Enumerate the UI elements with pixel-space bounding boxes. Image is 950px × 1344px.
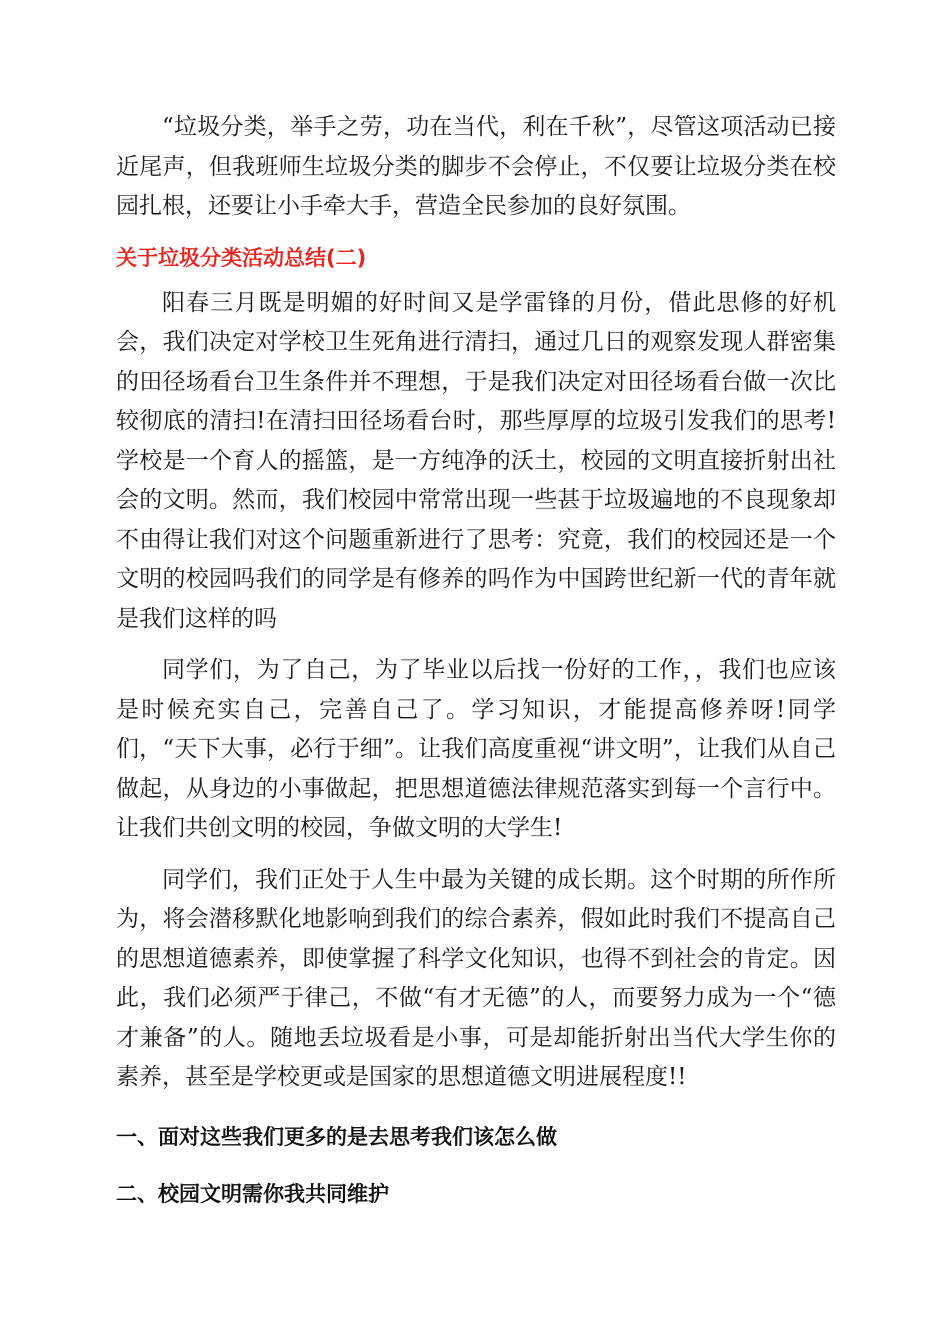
body-paragraph: 同学们，为了自己，为了毕业以后找一份好的工作，，我们也应该是时候充实自己，完善自己了。学习知识，才能提高修养呀!同学们，“天下大事，必行于细”。让我们高度重视“讲文明”，让我们从自己做起，从身边的小事做起，把思想道德法律规范落实到每一个言行中。让我们共创文明的校园，争做文明的大学生! — [116, 657, 836, 841]
section-title: 关于垃圾分类活动总结(二) — [116, 245, 367, 270]
body-paragraph: 同学们，我们正处于人生中最为关键的成长期。这个时期的所作所为，将会潜移默化地影响到我们的综合素养，假如此时我们不提高自己的思想道德素养，即使掌握了科学文化知识，也得不到社会的肯定。因此，我们必须严于律己，不做“有才无德”的人，而要努力成为一个“德才兼备”的人。随地丢垃圾看是小事，可是却能折射出当代大学生你的素养，甚至是学校更或是国家的思想道德文明进展程度!! — [116, 866, 836, 1090]
heading-2: 二、校园文明需你我共同维护 — [116, 1181, 389, 1206]
heading-1: 一、面对这些我们更多的是去思考我们该怎么做 — [116, 1124, 557, 1149]
document-body — [116, 108, 836, 1214]
body-paragraph: 阳春三月既是明媚的好时间又是学雷锋的月份，借此思修的好机会，我们决定对学校卫生死角进行清扫，通过几日的观察发现人群密集的田径场看台卫生条件并不理想，于是我们决定对田径场看台做一次比较彻底的清扫!在清扫田径场看台时，那些厚厚的垃圾引发我们的思考!学校是一个育人的摇篮，是一方纯净的沃土，校园的文明直接折射出社会的文明。然而，我们校园中常常出现一些甚于垃圾遍地的不良现象却不由得让我们对这个问题重新进行了思考：究竟，我们的校园还是一个文明的校园吗我们的同学是有修养的吗作为中国跨世纪新一代的青年就是我们这样的吗 — [116, 289, 836, 632]
intro-paragraph: “垃圾分类，举手之劳，功在当代，利在千秋”，尽管这项活动已接近尾声，但我班师生垃圾分类的脚步不会停止，不仅要让垃圾分类在校园扎根，还要让小手牵大手，营造全民参加的良好氛围。 — [116, 114, 836, 219]
